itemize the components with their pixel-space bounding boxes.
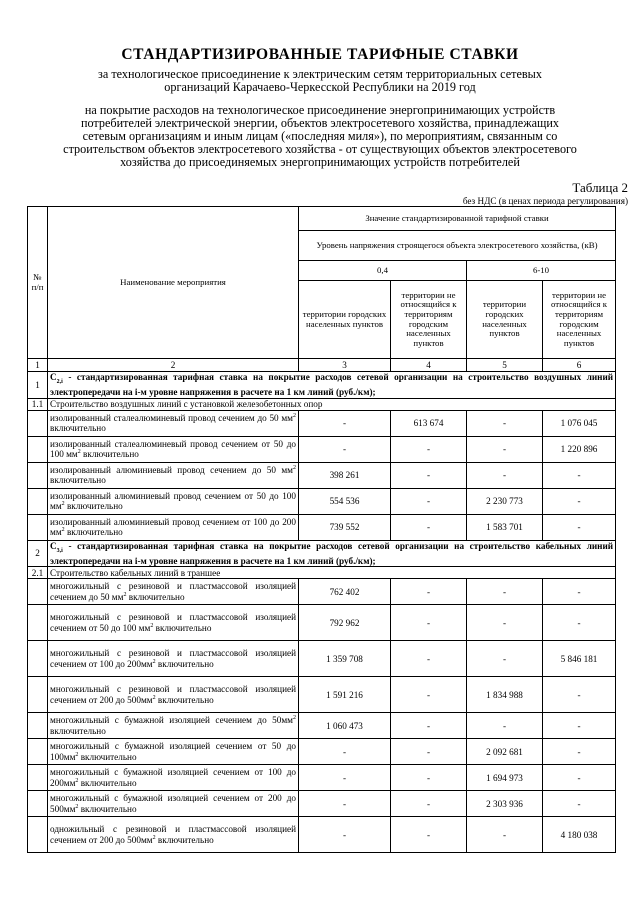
table-row	[28, 765, 616, 791]
value-cell: 2 092 681	[467, 739, 543, 765]
subtitle-line: за технологическое присоединение к электрическим сетям территориальных сетевых	[98, 67, 542, 81]
row-name: изолированный алюминиевый провод сечением от 50 до 100 $мм^2$ включительно	[48, 488, 299, 514]
column-number: 1	[28, 359, 48, 372]
document-title: СТАНДАРТИЗИРОВАННЫЕ ТАРИФНЫЕ СТАВКИ	[121, 46, 519, 63]
value-cell: 2 303 936	[467, 791, 543, 817]
value-cell: -	[391, 514, 467, 540]
table-row	[28, 641, 616, 677]
table-number: Таблица 2	[572, 180, 628, 195]
row-name: изолированный сталеалюминевый провод сечением от 50 до 100 $мм^2$ включительно	[48, 436, 299, 462]
value-cell: -	[543, 488, 616, 514]
value-cell: -	[467, 579, 543, 605]
value-cell: 1 220 896	[543, 436, 616, 462]
value-cell: -	[391, 579, 467, 605]
value-cell: 398 261	[299, 462, 391, 488]
value-cell: -	[299, 410, 391, 436]
value-cell: -	[391, 713, 467, 739]
subtitle-line: сетевым организациям и иным лицам («последняя миля»), по мероприятиям, связанным со	[82, 129, 558, 143]
value-cell: -	[391, 605, 467, 641]
subtitle-line: потребителей электрической энергии, объектов электросетевого хозяйства, принадлежащих	[80, 116, 560, 130]
value-cell: -	[299, 817, 391, 853]
header-voltage-04: 0,4	[299, 261, 467, 281]
value-cell: -	[543, 677, 616, 713]
value-cell: 4 180 038	[543, 817, 616, 853]
row-name: многожильный с бумажной изоляцией сечением от 200 до $500мм^2$ включительно	[48, 791, 299, 817]
value-cell: -	[543, 605, 616, 641]
subsection-number: 2.1	[28, 567, 48, 579]
value-cell: -	[391, 791, 467, 817]
table-row	[28, 410, 616, 436]
value-cell: 1 591 216	[299, 677, 391, 713]
value-cell: 554 536	[299, 488, 391, 514]
table-row	[28, 605, 616, 641]
table-row	[28, 817, 616, 853]
value-cell: 1 359 708	[299, 641, 391, 677]
value-cell: -	[467, 410, 543, 436]
table-row	[28, 514, 616, 540]
header-voltage-title: Уровень напряжения строящегося объекта электросетевого хозяйства, (кВ)	[299, 231, 616, 261]
subsection-row	[28, 567, 616, 579]
value-cell: -	[391, 739, 467, 765]
value-cell: -	[467, 817, 543, 853]
table-row	[28, 579, 616, 605]
subsection-text: Строительство воздушных линий с установкой железобетонных опор	[48, 398, 616, 410]
value-cell: 762 402	[299, 579, 391, 605]
value-cell: 739 552	[299, 514, 391, 540]
table-row	[28, 739, 616, 765]
value-cell: 792 962	[299, 605, 391, 641]
subtitle-line: хозяйства до присоединяемых энергопринимающих устройств потребителей	[120, 155, 520, 169]
value-cell: -	[299, 436, 391, 462]
value-cell: -	[391, 462, 467, 488]
subsection-number: 1.1	[28, 398, 48, 410]
column-number: 5	[467, 359, 543, 372]
value-cell: -	[391, 765, 467, 791]
table-row	[28, 713, 616, 739]
header-urban: территории городских населенных пунктов	[299, 281, 391, 359]
subsection-row	[28, 398, 616, 410]
header-value-title: Значение стандартизированной тарифной ставки	[299, 207, 616, 231]
value-cell: 1 076 045	[543, 410, 616, 436]
value-cell: -	[299, 765, 391, 791]
value-cell: -	[391, 641, 467, 677]
subtitle-line: строительством объектов электросетевого хозяйства - от существующих объектов электросетевого	[63, 142, 577, 156]
tariff-table	[27, 206, 616, 853]
row-name: изолированный алюминиевый провод сечением от 100 до 200 $мм^2$ включительно	[48, 514, 299, 540]
value-cell: -	[543, 791, 616, 817]
section-text: $С_{2,i}$ - стандартизированная тарифная ставка на покрытие расходов сетевой организации на строительство воздушных линий электропередачи на i-м уровне напряжения в расчете на 1 км линий (руб./км);	[48, 372, 616, 399]
value-cell: -	[543, 765, 616, 791]
row-name: многожильный с бумажной изоляцией сечением от 100 до $200мм^2$ включительно	[48, 765, 299, 791]
value-cell: -	[543, 739, 616, 765]
value-cell: -	[467, 605, 543, 641]
value-cell: 1 694 973	[467, 765, 543, 791]
header-num: № п/п	[28, 207, 48, 359]
value-cell: -	[299, 791, 391, 817]
header-name: Наименование мероприятия	[48, 207, 299, 359]
value-cell: -	[467, 462, 543, 488]
column-number: 4	[391, 359, 467, 372]
subsection-text: Строительство кабельных линий в траншее	[48, 567, 616, 579]
header-nonurban: территории не относящийся к территориям городским населенных пунктов	[543, 281, 616, 359]
value-cell: 5 846 181	[543, 641, 616, 677]
table-row	[28, 488, 616, 514]
row-name: одножильный с резиновой и пластмассовой изоляцией сечением от 200 до $500мм^2$ включительно	[48, 817, 299, 853]
row-name: многожильный с резиновой и пластмассовой изоляцией сечением от 100 до $200мм^2$ включительно	[48, 641, 299, 677]
value-cell: -	[391, 677, 467, 713]
table-row	[28, 436, 616, 462]
column-number: 6	[543, 359, 616, 372]
value-cell: 1 060 473	[299, 713, 391, 739]
section-row	[28, 540, 616, 567]
row-name: многожильный с резиновой и пластмассовой изоляцией сечением от 50 до 100 $мм^2$ включительно	[48, 605, 299, 641]
row-name: изолированный алюминиевый провод сечением до 50 $мм^2$ включительно	[48, 462, 299, 488]
section-text: $С_{3,i}$ - стандартизированная тарифная ставка на покрытие расходов сетевой организации на строительство кабельных линий электропередачи на i-м уровне напряжения в расчете на 1 км линий (руб./км);	[48, 540, 616, 567]
column-number: 3	[299, 359, 391, 372]
row-name: многожильный с бумажной изоляцией сечением до $50мм^2$ включительно	[48, 713, 299, 739]
section-number: 1	[28, 372, 48, 399]
header-urban: территории городских населенных пунктов	[467, 281, 543, 359]
table-row	[28, 791, 616, 817]
row-name: изолированный сталеалюминевый провод сечением до 50 $мм^2$ включительно	[48, 410, 299, 436]
value-cell: -	[299, 739, 391, 765]
value-cell: -	[467, 713, 543, 739]
header-nonurban: территории не относящийся к территориям городским населенных пунктов	[391, 281, 467, 359]
section-number: 2	[28, 540, 48, 567]
subtitle-line: организаций Карачаево-Черкесской Республики на 2019 год	[164, 80, 476, 94]
subtitle-line: на покрытие расходов на технологическое присоединение энергопринимающих устройств	[84, 103, 556, 117]
header-voltage-6-10: 6-10	[467, 261, 616, 281]
value-cell: -	[467, 641, 543, 677]
column-number: 2	[48, 359, 299, 372]
value-cell: -	[391, 817, 467, 853]
value-cell: -	[543, 579, 616, 605]
table-row	[28, 462, 616, 488]
value-cell: -	[391, 488, 467, 514]
value-cell: 1 834 988	[467, 677, 543, 713]
row-name: многожильный с бумажной изоляцией сечением от 50 до $100мм^2$ включительно	[48, 739, 299, 765]
value-cell: 2 230 773	[467, 488, 543, 514]
value-cell: -	[467, 436, 543, 462]
value-cell: -	[543, 462, 616, 488]
value-cell: 613 674	[391, 410, 467, 436]
row-name: многожильный с резиновой и пластмассовой изоляцией сечением от 200 до $500мм^2$ включительно	[48, 677, 299, 713]
value-cell: 1 583 701	[467, 514, 543, 540]
section-row	[28, 372, 616, 399]
table-row	[28, 677, 616, 713]
value-cell: -	[543, 514, 616, 540]
value-cell: -	[543, 713, 616, 739]
row-name: многожильный с резиновой и пластмассовой изоляцией сечением до 50 $мм^2$ включительно	[48, 579, 299, 605]
vat-note: без НДС (в ценах периода регулирования)	[462, 196, 628, 206]
value-cell: -	[391, 436, 467, 462]
